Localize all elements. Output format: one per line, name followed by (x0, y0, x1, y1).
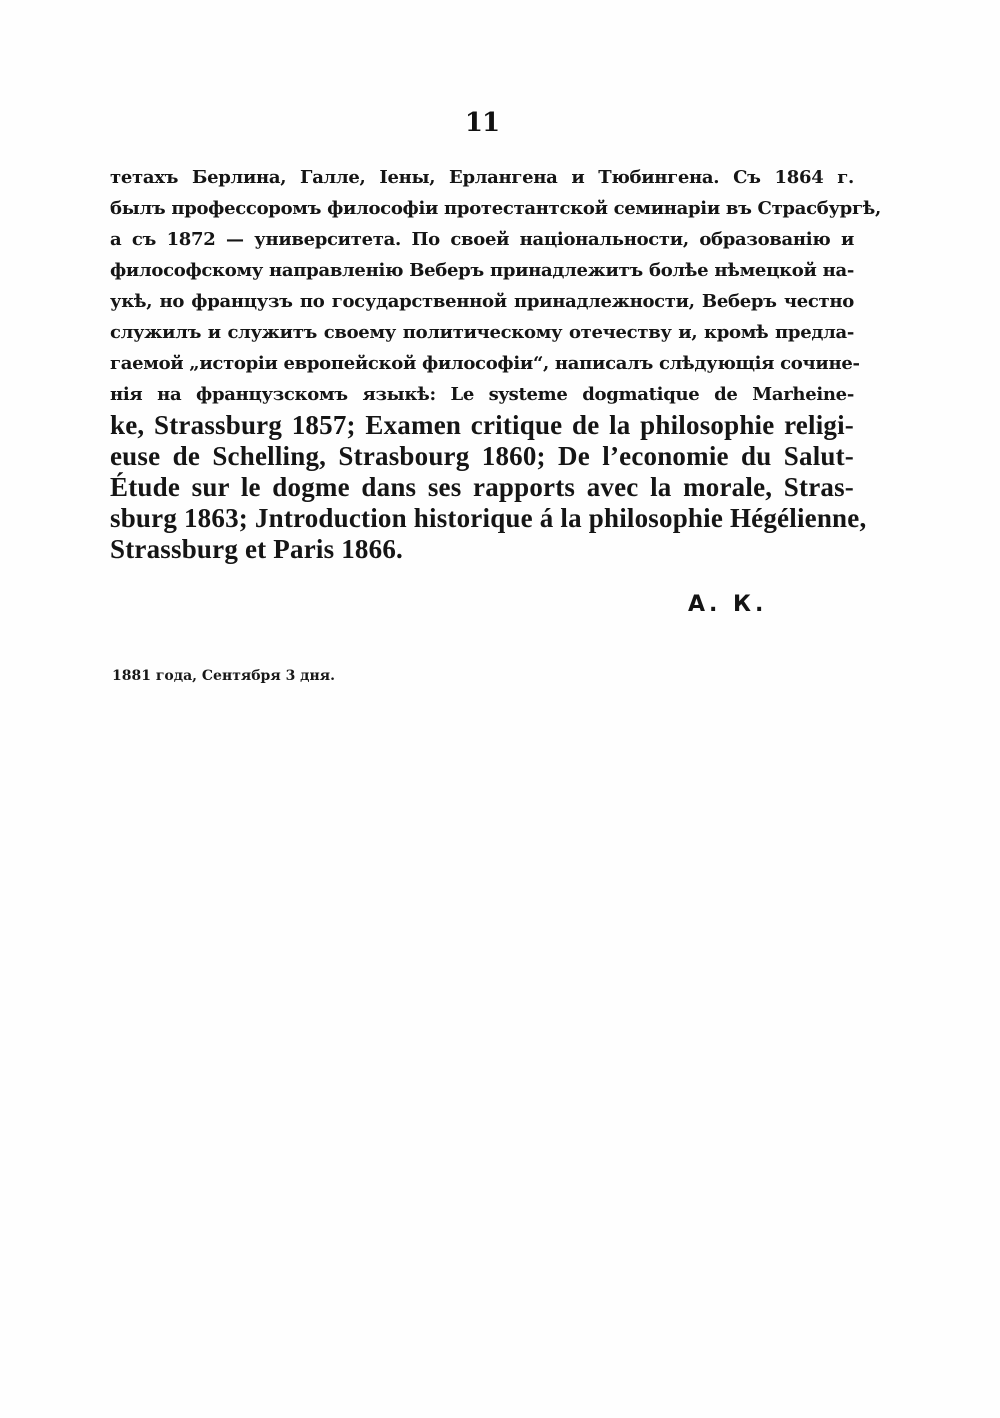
text-line: укѣ, но французъ по государственной принадлежности, Веберъ честно (110, 291, 854, 312)
page-number: 11 (464, 108, 500, 138)
text-line: а съ 1872 — университета. По своей національности, образованію и (110, 229, 854, 250)
body-paragraph (110, 162, 882, 565)
date-line: 1881 года, Сентября 3 дня. (112, 668, 335, 684)
text-line: гаемой „исторіи европейской философіи“, написалъ слѣдующія сочине- (110, 353, 860, 374)
text-line: тетахъ Берлина, Галле, Іены, Ерлангена и Тюбингена. Съ 1864 г. (110, 167, 854, 188)
text-line: Étude sur le dogme dans ses rapports avec la morale, Stras- (110, 472, 854, 502)
text-line: философскому направленію Веберъ принадлежитъ болѣе нѣмецкой на- (110, 260, 854, 281)
text-line: былъ профессоромъ философіи протестантской семинаріи въ Страсбургѣ, (110, 198, 882, 219)
text-line: ke, Strassburg 1857; Examen critique de la philosophie religi- (110, 410, 854, 440)
text-line: euse de Schelling, Strasbourg 1860; De l’economie du Salut- (110, 441, 854, 471)
text-line: sburg 1863; Jntroduction historique á la philosophie Hégélienne, (110, 503, 867, 533)
text-line: служилъ и служитъ своему политическому отечеству и, кромѣ предла- (110, 322, 854, 343)
text-line: Strassburg et Paris 1866. (110, 534, 403, 564)
text-line: нія на французскомъ языкѣ: Le systeme dogmatique de Marheine- (110, 384, 854, 405)
author-signature: А. К. (688, 592, 768, 617)
